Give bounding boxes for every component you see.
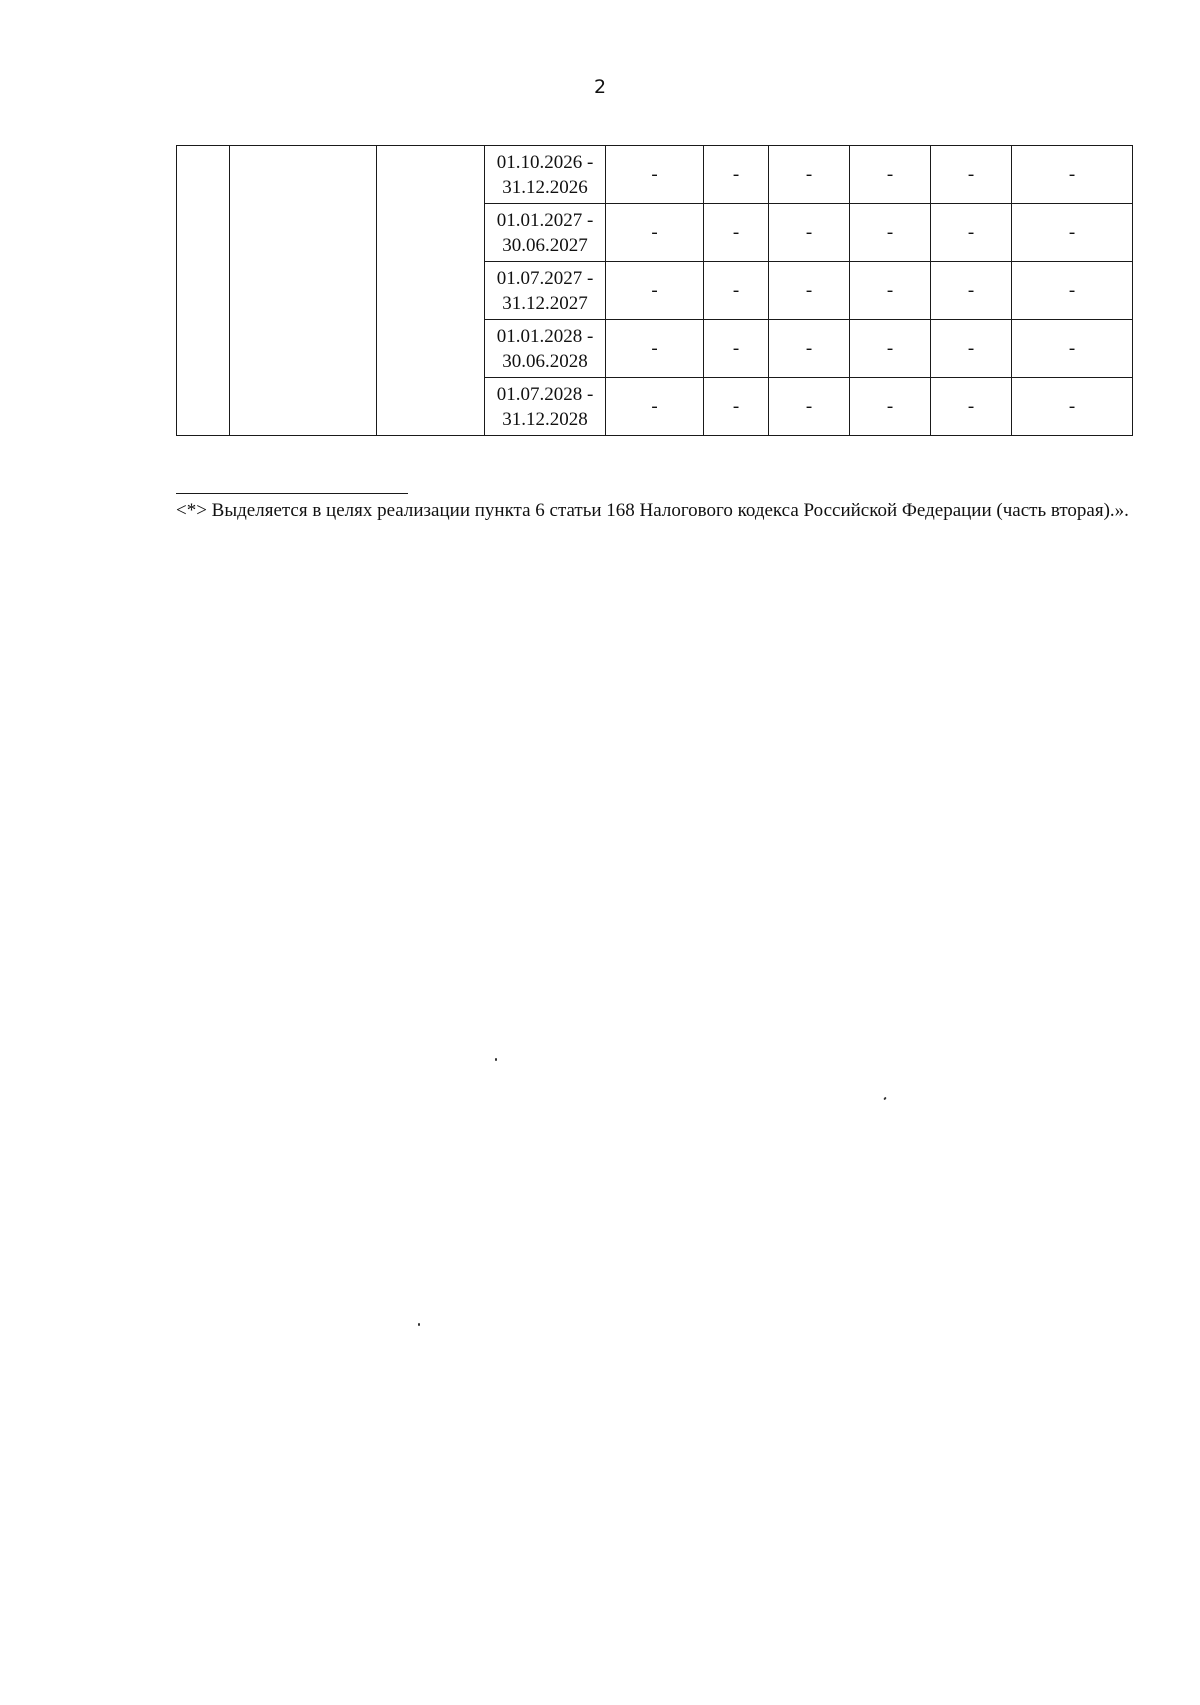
value-cell: -	[606, 262, 704, 320]
table-body	[177, 146, 1133, 436]
value-cell: -	[850, 320, 931, 378]
period-cell	[485, 204, 606, 262]
value-cell: -	[704, 146, 769, 204]
page-number: 2	[593, 76, 607, 98]
value-cell: -	[769, 320, 850, 378]
period-end: 31.12.2028	[502, 408, 588, 430]
value-cell: -	[704, 378, 769, 436]
period-cell	[485, 146, 606, 204]
value-cell: -	[850, 146, 931, 204]
value-cell: -	[704, 262, 769, 320]
scan-speck	[883, 1097, 886, 1101]
period-start: 01.01.2028 -	[496, 325, 594, 347]
table-row	[177, 146, 1133, 204]
value-cell: -	[769, 204, 850, 262]
period-start: 01.01.2027 -	[496, 209, 594, 231]
period-end: 31.12.2026	[502, 176, 588, 198]
value-cell: -	[704, 204, 769, 262]
value-cell: -	[606, 146, 704, 204]
value-cell: -	[1012, 262, 1133, 320]
data-table	[176, 145, 1133, 436]
value-cell: -	[769, 146, 850, 204]
period-cell	[485, 378, 606, 436]
value-cell: -	[704, 320, 769, 378]
period-start: 01.07.2027 -	[496, 267, 594, 289]
value-cell: -	[606, 378, 704, 436]
value-cell: -	[931, 146, 1012, 204]
value-cell: -	[606, 320, 704, 378]
value-cell: -	[850, 378, 931, 436]
value-cell: -	[1012, 378, 1133, 436]
period-end: 30.06.2028	[502, 350, 588, 372]
value-cell: -	[1012, 320, 1133, 378]
period-start: 01.10.2026 -	[496, 151, 594, 173]
period-start: 01.07.2028 -	[496, 383, 594, 405]
scan-speck	[495, 1058, 497, 1061]
footnote-rule	[176, 493, 408, 494]
value-cell: -	[931, 204, 1012, 262]
value-cell: -	[769, 262, 850, 320]
value-cell: -	[1012, 146, 1133, 204]
value-cell: -	[850, 262, 931, 320]
value-cell: -	[931, 262, 1012, 320]
period-cell	[485, 320, 606, 378]
merged-empty-cell	[377, 146, 485, 436]
scan-speck	[418, 1323, 420, 1326]
value-cell: -	[1012, 204, 1133, 262]
footnote-text: <*> Выделяется в целях реализации пункта 6 статьи 168 Налогового кодекса Российской Федерации (часть вторая).».	[176, 500, 1129, 521]
value-cell: -	[769, 378, 850, 436]
period-end: 30.06.2027	[502, 234, 588, 256]
merged-empty-cell	[230, 146, 377, 436]
period-cell	[485, 262, 606, 320]
period-end: 31.12.2027	[502, 292, 588, 314]
value-cell: -	[606, 204, 704, 262]
value-cell: -	[931, 378, 1012, 436]
value-cell: -	[931, 320, 1012, 378]
merged-empty-cell	[177, 146, 230, 436]
value-cell: -	[850, 204, 931, 262]
